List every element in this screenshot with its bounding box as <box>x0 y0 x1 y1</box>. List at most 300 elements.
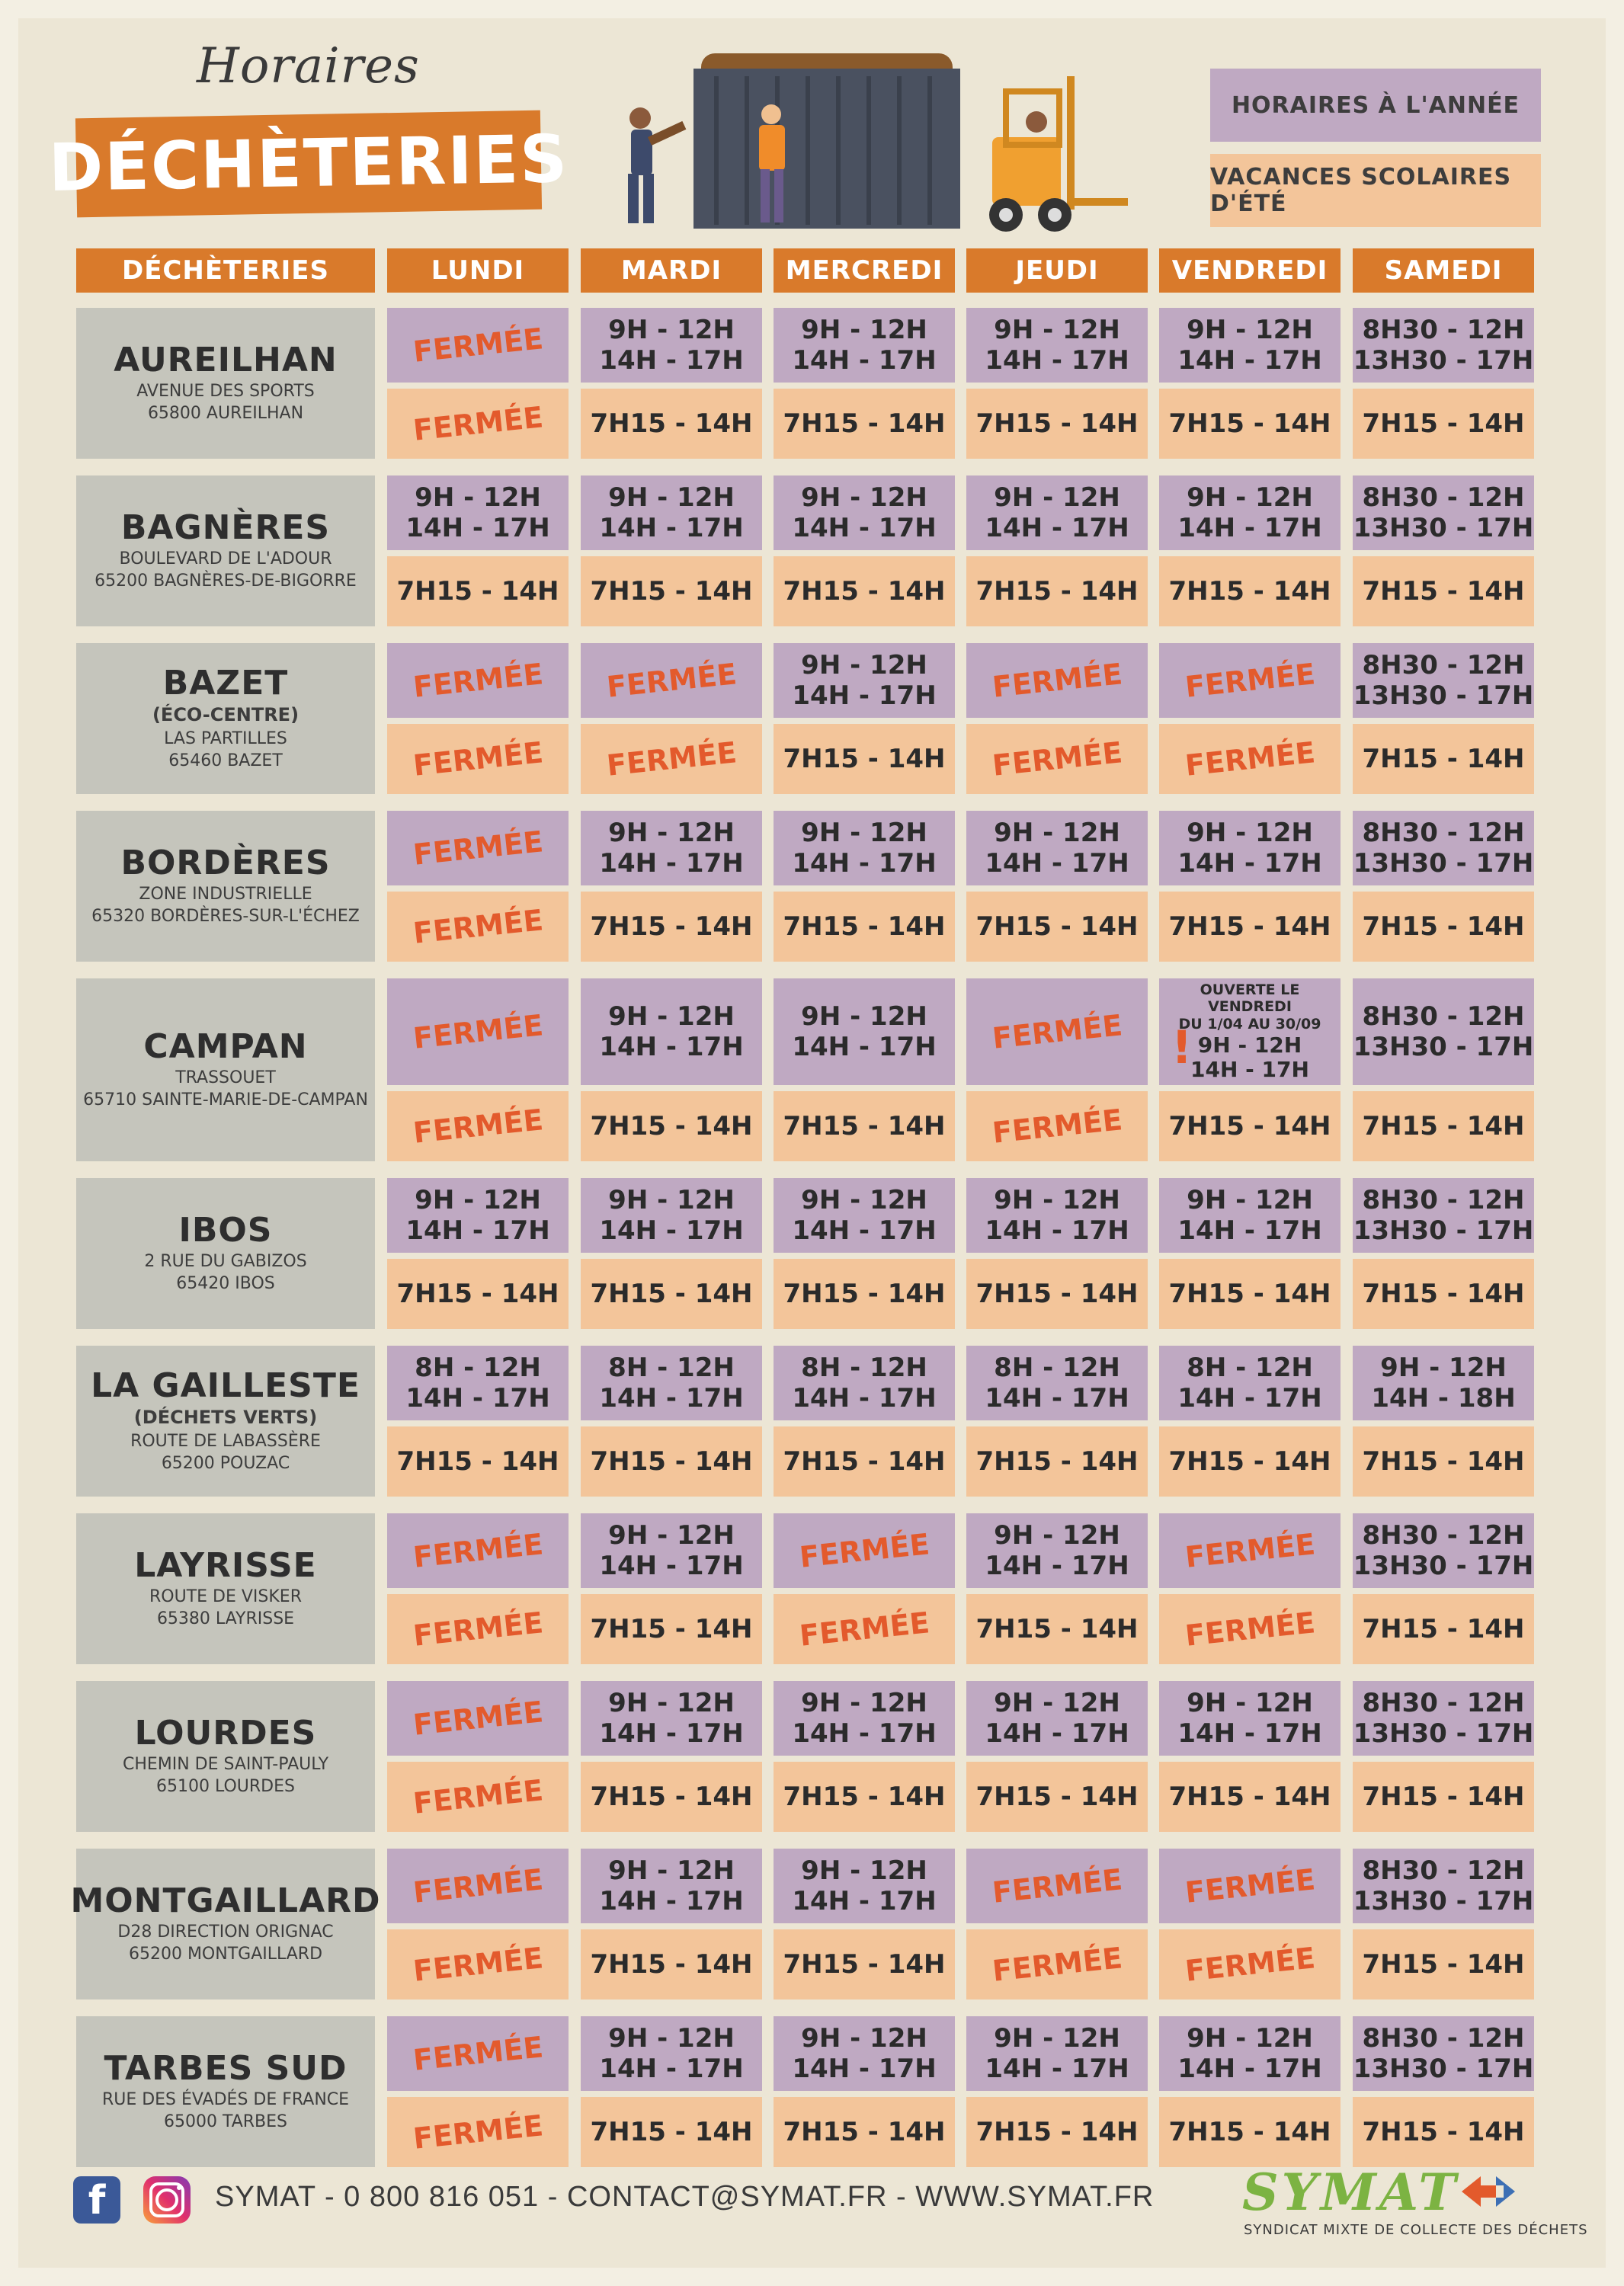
hours-range: 8H30 - 12H <box>1362 2022 1525 2054</box>
year-hours-cell <box>387 1849 569 1923</box>
year-hours-cell <box>966 1849 1148 1923</box>
summer-hours-cell <box>1159 2097 1341 2167</box>
legend-summer: VACANCES SCOLAIRES D'ÉTÉ <box>1210 154 1541 227</box>
summer-hours-cell <box>581 2097 762 2167</box>
summer-hours-cell <box>387 556 569 626</box>
hours-range: 9H - 12H <box>994 2022 1120 2054</box>
summer-hours-cell <box>966 1091 1148 1161</box>
site-address-line: 65460 BAZET <box>168 751 283 771</box>
hours-range: 8H30 - 12H <box>1362 1519 1525 1551</box>
hours-range: 7H15 - 14H <box>1362 408 1525 439</box>
year-hours-cell <box>581 811 762 885</box>
site-name: LAYRISSE <box>134 1546 317 1586</box>
summer-hours-cell <box>387 1259 569 1329</box>
note-line: OUVERTE LE VENDREDI <box>1200 981 1300 1016</box>
site-address-line: TRASSOUET <box>175 1068 276 1087</box>
year-hours-cell <box>774 978 955 1085</box>
site-address-line: 65200 POUZAC <box>161 1454 290 1474</box>
site-name: AUREILHAN <box>114 341 338 380</box>
hours-range: 7H15 - 14H <box>590 1948 753 1980</box>
hours-range: 14H - 17H <box>985 1551 1129 1581</box>
hours-range: 14H - 17H <box>985 1383 1129 1414</box>
hours-range: 9H - 12H <box>801 1687 927 1718</box>
summer-hours-cell <box>581 1929 762 1999</box>
summer-hours-cell <box>1159 1929 1341 1999</box>
hours-range: 9H - 12H <box>994 817 1120 848</box>
column-header: DÉCHÈTERIES <box>76 248 375 293</box>
summer-hours-cell <box>1353 389 1534 459</box>
hours-range: 14H - 17H <box>985 345 1129 376</box>
hours-range: 8H - 12H <box>608 1352 735 1383</box>
site-address-line: 65710 SAINTE-MARIE-DE-CAMPAN <box>83 1090 368 1110</box>
site-name-cell <box>76 2016 375 2167</box>
column-header: SAMEDI <box>1353 248 1534 293</box>
hours-range: 9H - 12H <box>608 1519 735 1551</box>
site-name: BAGNÈRES <box>120 508 331 548</box>
closed-label: FERMÉE <box>411 1102 545 1150</box>
closed-label: FERMÉE <box>604 656 738 704</box>
year-hours-cell <box>966 978 1148 1085</box>
year-hours-cell <box>966 308 1148 383</box>
year-hours-cell <box>966 1513 1148 1588</box>
hours-range: 7H15 - 14H <box>1168 1110 1331 1141</box>
site-address-line: ZONE INDUSTRIELLE <box>139 884 312 904</box>
summer-hours-cell <box>387 892 569 962</box>
hours-range: 9H - 12H <box>415 1184 541 1215</box>
site-address-line: 65800 AUREILHAN <box>147 404 304 424</box>
closed-label: FERMÉE <box>990 1007 1124 1055</box>
closed-label: FERMÉE <box>990 735 1124 783</box>
summer-hours-cell <box>581 892 762 962</box>
hours-range: 7H15 - 14H <box>590 911 753 942</box>
closed-label: FERMÉE <box>797 1605 931 1653</box>
summer-hours-cell <box>387 389 569 459</box>
summer-hours-cell <box>581 1259 762 1329</box>
site-address-line: 65000 TARBES <box>163 2112 287 2132</box>
hours-range: 13H30 - 17H <box>1353 1718 1534 1749</box>
hours-range: 7H15 - 14H <box>1168 1278 1331 1309</box>
summer-hours-cell <box>1159 1594 1341 1664</box>
year-hours-cell <box>387 2016 569 2091</box>
summer-hours-cell <box>1353 1091 1534 1161</box>
year-hours-cell <box>1159 1849 1341 1923</box>
hours-range: 7H15 - 14H <box>1362 1948 1525 1980</box>
note-line: DU 1/04 AU 30/09 <box>1178 1016 1321 1033</box>
hours-range: 9H - 12H <box>801 817 927 848</box>
summer-hours-cell <box>774 1259 955 1329</box>
summer-hours-cell <box>1353 1259 1534 1329</box>
closed-label: FERMÉE <box>990 1940 1124 1988</box>
hours-range: 7H15 - 14H <box>1362 1110 1525 1141</box>
hours-range: 9H - 12H <box>608 1001 735 1032</box>
hours-range: 8H - 12H <box>1187 1352 1313 1383</box>
hours-range: 9H - 12H <box>608 817 735 848</box>
closed-label: FERMÉE <box>1183 656 1317 704</box>
summer-hours-cell <box>1159 1762 1341 1832</box>
summer-hours-cell <box>1159 724 1341 794</box>
closed-label: FERMÉE <box>411 1605 545 1653</box>
year-hours-cell <box>774 1513 955 1588</box>
hours-range: 14H - 17H <box>792 513 937 543</box>
hours-range: 7H15 - 14H <box>396 1278 559 1309</box>
site-name: CAMPAN <box>143 1027 308 1067</box>
summer-hours-cell <box>966 1929 1148 1999</box>
year-hours-cell <box>1353 1681 1534 1756</box>
year-hours-cell <box>387 475 569 550</box>
summer-hours-cell <box>774 724 955 794</box>
closed-label: FERMÉE <box>411 824 545 872</box>
hours-range: 13H30 - 17H <box>1353 1215 1534 1246</box>
hours-range: 9H - 12H <box>608 1855 735 1886</box>
hours-range: 7H15 - 14H <box>1362 1613 1525 1644</box>
hours-range: 7H15 - 14H <box>975 1781 1139 1812</box>
hours-range: 9H - 12H <box>1187 2022 1313 2054</box>
year-hours-cell <box>1353 1849 1534 1923</box>
year-hours-cell <box>1353 308 1534 383</box>
hours-range: 14H - 17H <box>599 345 744 376</box>
hours-range: 9H - 12H <box>608 1184 735 1215</box>
hours-range: 8H30 - 12H <box>1362 649 1525 680</box>
summer-hours-cell <box>387 1594 569 1664</box>
summer-hours-cell <box>1353 556 1534 626</box>
site-address-line: RUE DES ÉVADÉS DE FRANCE <box>101 2089 350 2109</box>
year-hours-cell <box>1353 978 1534 1085</box>
hours-range: 7H15 - 14H <box>590 575 753 607</box>
hours-range: 7H15 - 14H <box>975 1446 1139 1477</box>
hours-range: 13H30 - 17H <box>1353 1032 1534 1062</box>
hours-range: 14H - 17H <box>792 680 937 711</box>
year-hours-cell <box>387 811 569 885</box>
hours-range: 7H15 - 14H <box>975 2116 1139 2147</box>
year-hours-cell <box>581 1681 762 1756</box>
site-name: TARBES SUD <box>104 2049 348 2089</box>
hours-range: 7H15 - 14H <box>783 1948 946 1980</box>
year-hours-cell <box>581 475 762 550</box>
hours-range: 7H15 - 14H <box>783 1781 946 1812</box>
hours-range: 7H15 - 14H <box>783 408 946 439</box>
year-hours-cell <box>774 643 955 718</box>
hours-range: 14H - 17H <box>1177 1718 1322 1749</box>
hours-range: 14H - 17H <box>1177 513 1322 543</box>
site-name-cell <box>76 308 375 459</box>
closed-label: FERMÉE <box>411 735 545 783</box>
site-address-line: ROUTE DE VISKER <box>149 1586 302 1606</box>
closed-label: FERMÉE <box>797 1526 931 1574</box>
summer-hours-cell <box>966 1259 1148 1329</box>
hours-range: 7H15 - 14H <box>396 1446 559 1477</box>
hours-range: 13H30 - 17H <box>1353 513 1534 543</box>
hours-range: 9H - 12H <box>801 482 927 513</box>
summer-hours-cell <box>774 1762 955 1832</box>
year-hours-cell <box>966 2016 1148 2091</box>
year-hours-cell <box>387 978 569 1085</box>
closed-label: FERMÉE <box>990 1862 1124 1910</box>
hours-range: 14H - 17H <box>405 513 550 543</box>
year-hours-cell <box>1159 978 1341 1085</box>
summer-hours-cell <box>1159 1259 1341 1329</box>
summer-hours-cell <box>387 724 569 794</box>
site-name-cell <box>76 1178 375 1329</box>
year-hours-cell <box>774 1681 955 1756</box>
year-hours-cell <box>387 1178 569 1253</box>
summer-hours-cell <box>387 1091 569 1161</box>
closed-label: FERMÉE <box>604 735 738 783</box>
hours-range: 14H - 17H <box>599 1215 744 1246</box>
hours-range: 7H15 - 14H <box>396 575 559 607</box>
summer-hours-cell <box>774 1091 955 1161</box>
hours-range: 9H - 12H <box>608 2022 735 2054</box>
site-address-line: 65420 IBOS <box>176 1274 275 1294</box>
year-hours-cell <box>1159 2016 1341 2091</box>
hours-range: 9H - 12H <box>608 482 735 513</box>
hours-range: 8H30 - 12H <box>1362 482 1525 513</box>
summer-hours-cell <box>1353 2097 1534 2167</box>
hours-range: 7H15 - 14H <box>590 1613 753 1644</box>
closed-label: FERMÉE <box>411 656 545 704</box>
hours-range: 9H - 12H <box>801 2022 927 2054</box>
closed-label: FERMÉE <box>411 1862 545 1910</box>
hours-range: 8H - 12H <box>994 1352 1120 1383</box>
workers-illustration <box>625 46 1128 236</box>
year-hours-cell <box>1159 643 1341 718</box>
year-hours-cell <box>387 308 569 383</box>
column-header: LUNDI <box>387 248 569 293</box>
site-name: MONTGAILLARD <box>70 1881 381 1921</box>
logo-subtitle: SYNDICAT MIXTE DE COLLECTE DES DÉCHETS <box>1244 2222 1588 2238</box>
closed-label: FERMÉE <box>411 1772 545 1820</box>
hours-range: 9H - 12H <box>1187 817 1313 848</box>
hours-range: 13H30 - 17H <box>1353 848 1534 879</box>
site-name-cell <box>76 978 375 1161</box>
hours-range: 8H30 - 12H <box>1362 1855 1525 1886</box>
instagram-icon[interactable] <box>143 2176 191 2224</box>
summer-hours-cell <box>1353 1594 1534 1664</box>
hours-range: 14H - 17H <box>599 513 744 543</box>
hours-range: 9H - 12H <box>994 1687 1120 1718</box>
hours-range: 13H30 - 17H <box>1353 2054 1534 2084</box>
column-header: VENDREDI <box>1159 248 1341 293</box>
site-name-cell <box>76 643 375 794</box>
hours-range: 14H - 17H <box>792 345 937 376</box>
title-script: Horaires <box>197 38 420 94</box>
site-address-line: BOULEVARD DE L'ADOUR <box>119 549 332 568</box>
hours-range: 14H - 17H <box>985 1718 1129 1749</box>
summer-hours-cell <box>966 1426 1148 1497</box>
hours-range: 9H - 12H <box>1187 482 1313 513</box>
hours-range: 8H - 12H <box>801 1352 927 1383</box>
hours-range: 14H - 17H <box>792 1383 937 1414</box>
hours-range: 14H - 17H <box>599 1718 744 1749</box>
site-address-line: 2 RUE DU GABIZOS <box>144 1251 307 1271</box>
hours-range: 14H - 17H <box>599 848 744 879</box>
hours-range: 7H15 - 14H <box>590 1781 753 1812</box>
hours-range: 7H15 - 14H <box>1168 575 1331 607</box>
site-name: BAZET <box>162 663 289 703</box>
hours-range: 9H - 12H <box>994 314 1120 345</box>
summer-hours-cell <box>966 1762 1148 1832</box>
summer-hours-cell <box>774 1426 955 1497</box>
year-hours-cell <box>1159 1178 1341 1253</box>
site-address-line: (DÉCHETS VERTS) <box>133 1407 318 1429</box>
hours-range: 14H - 17H <box>405 1383 550 1414</box>
year-hours-cell <box>581 1513 762 1588</box>
hours-range: 13H30 - 17H <box>1353 345 1534 376</box>
site-address-line: LAS PARTILLES <box>164 728 287 748</box>
summer-hours-cell <box>387 1426 569 1497</box>
warning-icon: ! <box>1171 1021 1193 1074</box>
hours-range: 14H - 17H <box>792 1718 937 1749</box>
summer-hours-cell <box>1353 724 1534 794</box>
summer-hours-cell <box>1353 892 1534 962</box>
hours-range: 14H - 17H <box>599 2054 744 2084</box>
site-address-line: D28 DIRECTION ORIGNAC <box>117 1922 334 1942</box>
hours-range: 8H - 12H <box>415 1352 541 1383</box>
hours-range: 14H - 17H <box>599 1032 744 1062</box>
closed-label: FERMÉE <box>1183 1862 1317 1910</box>
hours-range: 9H - 12H <box>1187 314 1313 345</box>
summer-hours-cell <box>581 556 762 626</box>
summer-hours-cell <box>581 1594 762 1664</box>
hours-range: 7H15 - 14H <box>975 408 1139 439</box>
hours-range: 13H30 - 17H <box>1353 1886 1534 1916</box>
hours-range: 14H - 17H <box>792 1886 937 1916</box>
column-header: MARDI <box>581 248 762 293</box>
hours-range: 8H30 - 12H <box>1362 1001 1525 1032</box>
closed-label: FERMÉE <box>990 656 1124 704</box>
summer-hours-cell <box>1159 892 1341 962</box>
closed-label: FERMÉE <box>411 902 545 950</box>
hours-range: 14H - 17H <box>1177 345 1322 376</box>
site-address-line: (ÉCO-CENTRE) <box>152 704 299 726</box>
year-hours-cell <box>387 1346 569 1420</box>
summer-hours-cell <box>966 389 1148 459</box>
summer-hours-cell <box>581 389 762 459</box>
summer-hours-cell <box>774 389 955 459</box>
summer-hours-cell <box>387 2097 569 2167</box>
closed-label: FERMÉE <box>411 1007 545 1055</box>
summer-hours-cell <box>966 556 1148 626</box>
year-hours-cell <box>966 643 1148 718</box>
summer-hours-cell <box>966 892 1148 962</box>
hours-range: 7H15 - 14H <box>783 1110 946 1141</box>
hours-range: 9H - 12H <box>1380 1352 1507 1383</box>
hours-range: 7H15 - 14H <box>1362 2116 1525 2147</box>
site-address-line: 65200 MONTGAILLARD <box>128 1945 323 1964</box>
year-hours-cell <box>1159 475 1341 550</box>
year-hours-cell <box>1353 1346 1534 1420</box>
hours-range: 14H - 17H <box>985 1215 1129 1246</box>
closed-label: FERMÉE <box>411 1526 545 1574</box>
hours-range: 13H30 - 17H <box>1353 680 1534 711</box>
year-hours-cell <box>581 1346 762 1420</box>
site-name-cell <box>76 475 375 626</box>
closed-label: FERMÉE <box>1183 1605 1317 1653</box>
hours-range: 7H15 - 14H <box>590 408 753 439</box>
symat-logo: SYMAT <box>1242 2163 1459 2222</box>
hours-range: 7H15 - 14H <box>590 1110 753 1141</box>
hours-range: 14H - 17H <box>792 1032 937 1062</box>
summer-hours-cell <box>966 2097 1148 2167</box>
year-hours-cell <box>1159 1513 1341 1588</box>
page-title: DÉCHÈTERIES <box>75 110 542 218</box>
year-hours-cell <box>581 2016 762 2091</box>
year-hours-cell <box>774 475 955 550</box>
hours-range: 9H - 12H <box>994 482 1120 513</box>
year-hours-cell <box>966 1178 1148 1253</box>
hours-range: 8H30 - 12H <box>1362 1687 1525 1718</box>
year-hours-cell <box>581 978 762 1085</box>
site-address-line: 65200 BAGNÈRES-DE-BIGORRE <box>94 572 357 591</box>
year-hours-cell <box>581 643 762 718</box>
hours-range: 7H15 - 14H <box>975 1613 1139 1644</box>
hours-range: 7H15 - 14H <box>1168 408 1331 439</box>
year-hours-cell <box>774 2016 955 2091</box>
year-hours-cell <box>774 811 955 885</box>
hours-range: 7H15 - 14H <box>783 575 946 607</box>
column-header: MERCREDI <box>774 248 955 293</box>
closed-label: FERMÉE <box>411 2108 545 2156</box>
hours-range: 7H15 - 14H <box>1168 1446 1331 1477</box>
hours-range: 14H - 17H <box>792 848 937 879</box>
year-hours-cell <box>1159 1681 1341 1756</box>
hours-range: 14H - 17H <box>599 1383 744 1414</box>
contact-info: SYMAT - 0 800 816 051 - CONTACT@SYMAT.FR - WWW.SYMAT.FR <box>215 2181 1155 2213</box>
site-name-cell <box>70 1849 381 1999</box>
facebook-icon[interactable]: f <box>73 2176 120 2224</box>
summer-hours-cell <box>774 2097 955 2167</box>
summer-hours-cell <box>774 892 955 962</box>
summer-hours-cell <box>387 1762 569 1832</box>
summer-hours-cell <box>1353 1762 1534 1832</box>
closed-label: FERMÉE <box>411 1940 545 1988</box>
site-address-line: 65320 BORDÈRES-SUR-L'ÉCHEZ <box>91 907 360 927</box>
year-hours-cell <box>387 1513 569 1588</box>
hours-range: 14H - 17H <box>599 1886 744 1916</box>
closed-label: FERMÉE <box>411 2029 545 2077</box>
summer-hours-cell <box>1353 1929 1534 1999</box>
closed-label: FERMÉE <box>990 1102 1124 1150</box>
hours-range: 14H - 17H <box>792 2054 937 2084</box>
year-hours-cell <box>581 1178 762 1253</box>
hours-range: 9H - 12H <box>801 314 927 345</box>
summer-hours-cell <box>1159 556 1341 626</box>
hours-range: 7H15 - 14H <box>1168 2116 1331 2147</box>
hours-range: 14H - 17H <box>1177 848 1322 879</box>
hours-range: 9H - 12H <box>608 314 735 345</box>
hours-range: 7H15 - 14H <box>783 911 946 942</box>
summer-hours-cell <box>387 1929 569 1999</box>
hours-range: 7H15 - 14H <box>1362 1781 1525 1812</box>
closed-label: FERMÉE <box>1183 1940 1317 1988</box>
site-address-line: 65100 LOURDES <box>156 1777 295 1797</box>
closed-label: FERMÉE <box>411 321 545 369</box>
closed-label: FERMÉE <box>411 1694 545 1742</box>
hours-range: 9H - 12H <box>801 1001 927 1032</box>
hours-range: 9H - 12H <box>801 1184 927 1215</box>
year-hours-cell <box>966 1681 1148 1756</box>
legend-year: HORAIRES À L'ANNÉE <box>1210 69 1541 142</box>
hours-range: 14H - 17H <box>792 1215 937 1246</box>
year-hours-cell <box>1353 475 1534 550</box>
year-hours-cell <box>774 308 955 383</box>
hours-range: 7H15 - 14H <box>783 2116 946 2147</box>
summer-hours-cell <box>774 1929 955 1999</box>
hours-range: 14H - 17H <box>1177 1215 1322 1246</box>
summer-hours-cell <box>581 1426 762 1497</box>
hours-range: 9H - 12H <box>608 1687 735 1718</box>
hours-range: 14H - 17H <box>985 848 1129 879</box>
hours-range: 9H - 12H <box>1187 1687 1313 1718</box>
